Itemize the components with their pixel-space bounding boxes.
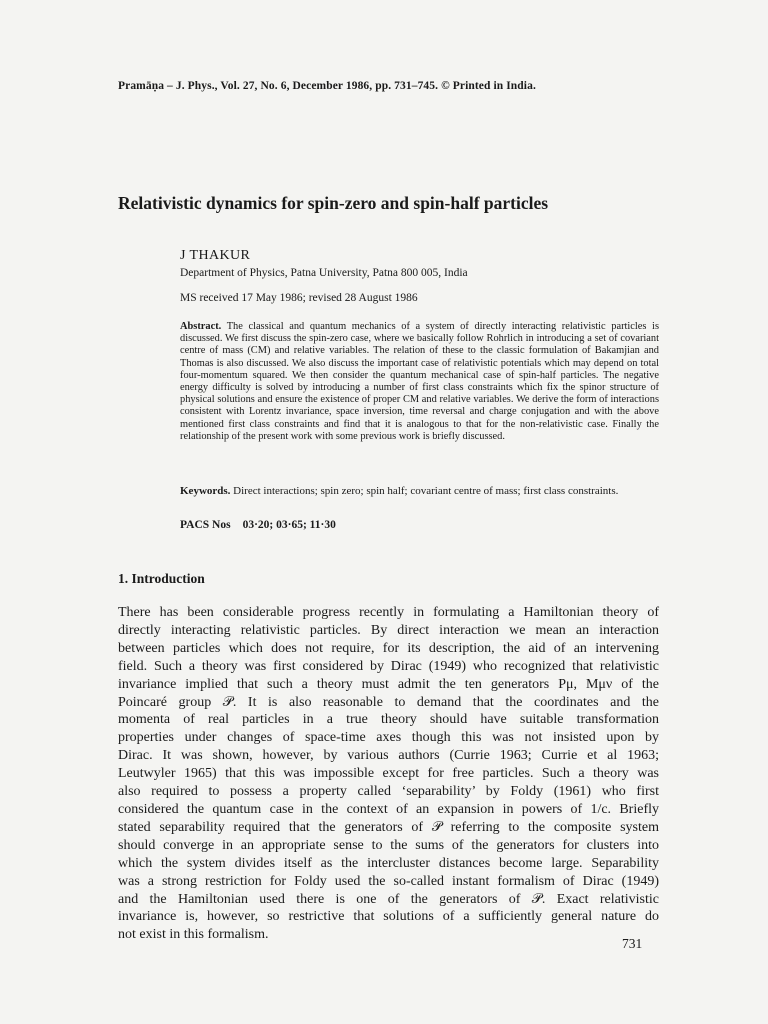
abstract-label: Abstract. — [180, 321, 222, 332]
received-dates: MS received 17 May 1986; revised 28 August 1986 — [180, 292, 418, 304]
pacs-label: PACS Nos — [180, 519, 231, 531]
body-line: field. Such a theory was first considered by Dirac (1949) who recognized that relativistic — [118, 658, 659, 674]
journal-citation-line: Pramāṇa – J. Phys., Vol. 27, No. 6, December 1986, pp. 731–745. © Printed in India. — [118, 80, 536, 92]
keywords-label: Keywords. — [180, 485, 231, 497]
body-line: Poincaré group 𝒫. It is also reasonable to demand that the coordinates and the — [118, 694, 659, 710]
body-line: invariance implied that such a theory must admit the ten generators Pμ, Mμν of the — [118, 676, 659, 692]
body-line: and the Hamiltonian used there is one of the generators of 𝒫. Exact relativistic — [118, 891, 659, 907]
keywords-text: Direct interactions; spin zero; spin half; covariant centre of mass; first class constraints. — [233, 485, 619, 497]
body-line: stated separability required that the generators of 𝒫 referring to the composite system — [118, 819, 659, 835]
article-title: Relativistic dynamics for spin-zero and spin-half particles — [118, 193, 549, 213]
pacs-numbers — [180, 519, 336, 531]
body-line: Dirac. It was shown, however, by various authors (Currie 1963; Currie et al 1963; — [118, 748, 659, 764]
body-line: not exist in this formalism. — [118, 927, 269, 943]
section-heading: 1. Introduction — [118, 571, 205, 586]
body-line: invariance is, however, so restrictive that solutions of a sufficiently general nature do — [118, 909, 659, 925]
body-line: also required to possess a property called ‘separability’ by Foldy (1961) who first — [118, 784, 659, 800]
page-number: 731 — [622, 936, 643, 951]
body-line: was a strong restriction for Foldy used the so-called instant formalism of Dirac (1949) — [118, 873, 659, 889]
body-line: which the system divides itself as the intercluster distances become large. Separability — [118, 855, 659, 871]
body-line: momenta of real particles in a true theory should have suitable transformation — [118, 712, 659, 728]
abstract-text: The classical and quantum mechanics of a system of directly interacting relativistic particles is discussed. We first discuss the spin-zero case, where we basically follow Rohrlich in introducing a set of covariant centre of mass (CM) and relative variables. The relation of these to the classic formulation of Bakamjian and Thomas is also discussed. We also discuss the important case of relativistic potentials which may depend on total four-momentum squared. We then consider the quantum mechanical case of spin-half particles. The negative energy difficulty is solved by introducing a number of first class constraints which fix the spinor structure of physical solutions and ensure the existence of proper CM and relative variables. We derive the form of interactions consistent with Lorentz invariance, space inversion, time reversal and charge conjugation and with the above mentioned first class constraints and find that it is analogous to that for the non-relativistic case. Finally the relationship of the present work with some previous work is briefly discussed. — [180, 321, 659, 442]
keywords — [180, 485, 659, 499]
pacs-values: 03·20; 03·65; 11·30 — [242, 519, 336, 531]
body-line: Leutwyler 1965) that this was impossible except for free particles. Such a theory was — [118, 766, 659, 782]
body-line: directly interacting relativistic particles. By direct interaction we mean an interaction — [118, 622, 659, 638]
body-line: should converge in an appropriate sense to the sums of the generators for clusters into — [118, 837, 659, 853]
body-line: between particles which does not require, for its description, the aid of an intervening — [118, 640, 659, 656]
body-line: properties under changes of space-time axes though this was not insisted upon by — [118, 730, 659, 746]
abstract — [180, 321, 659, 443]
body-line: There has been considerable progress recently in formulating a Hamiltonian theory of — [118, 605, 659, 620]
author-affiliation: Department of Physics, Patna University, Patna 800 005, India — [180, 267, 468, 279]
author-name: J THAKUR — [180, 248, 251, 263]
introduction-body — [118, 604, 659, 944]
body-line: considered the quantum case in the context of an expansion in powers of 1/c. Briefly — [118, 801, 659, 817]
